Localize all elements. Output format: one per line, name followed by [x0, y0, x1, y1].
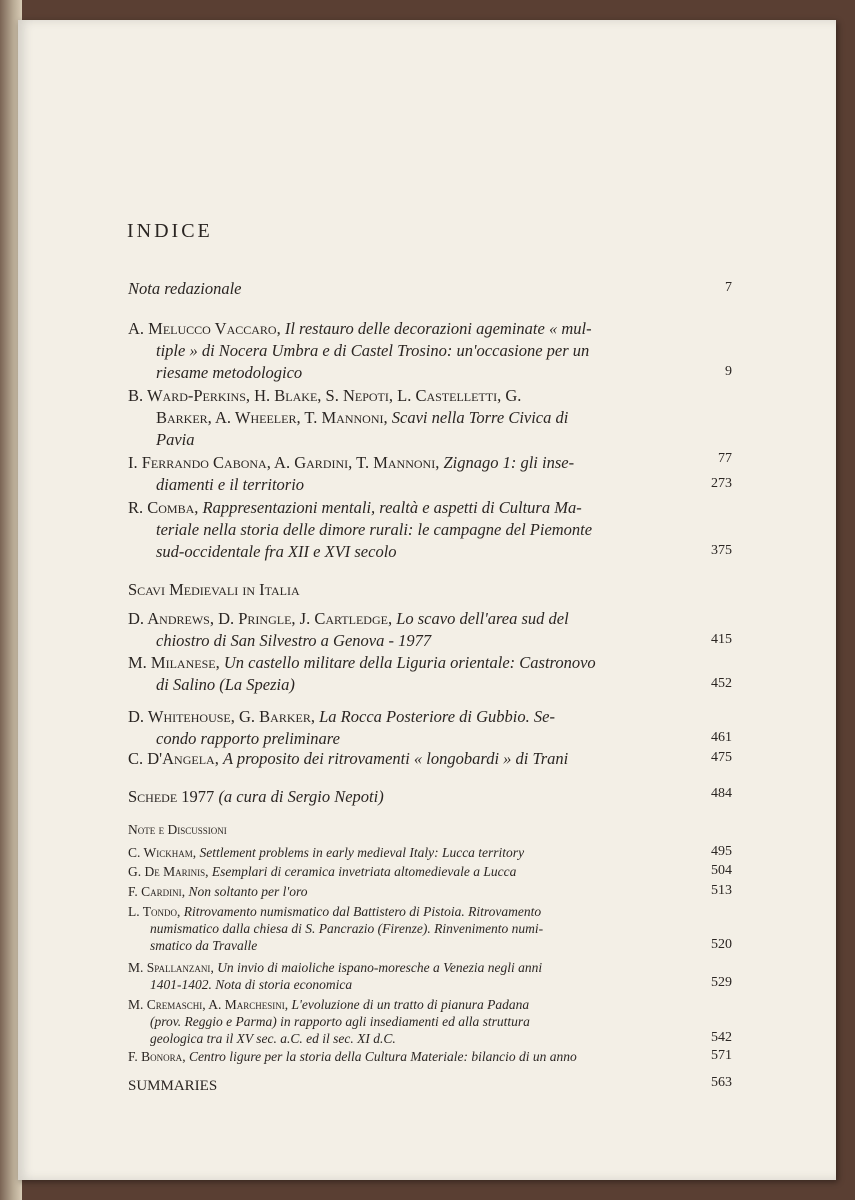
entry-title-line: Centro ligure per la storia della Cultura Materiale: bilancio di un anno — [188, 1049, 577, 1064]
entry-title-line: Lo scavo dell'area sud del — [396, 609, 569, 628]
page-number: 273 — [711, 476, 732, 491]
entry-title-line: 1401-1402. Nota di storia economica — [150, 977, 353, 992]
entry-title-line: (prov. Reggio e Parma) in rapporto agli insediamenti ed alla struttura — [150, 1014, 530, 1029]
entry-authors: C. D'Angela — [128, 749, 215, 768]
entry-title-line: Pavia — [156, 430, 195, 449]
section-heading-note: Note e Discussioni — [128, 822, 227, 837]
index-page: INDICE Nota redazionale 7 A. Melucco Vaccaro, Il restauro delle decorazioni ageminate « mul- tiple » di Nocera Umbra e di Castel Trosino: un'occasione per un riesame metodologico 9 B. Ward-Perkins, H. Blake, S. Nepoti, L. Castelletti, G. Barker, A. Wheeler, T. Mannoni, Scavi nella Torre Civica di Pavia 77 I. Ferrando Cabona, A. Gardini, T. Mannoni, Zignago 1: gli inse- diamenti e il territorio 273 R. Comba, Rappresentazioni mentali, realtà e aspetti di Cultura Ma- teriale nella storia delle dimore rurali: le campagne del Piemonte sud-occidentale fra XII e XVI secolo 375 Scavi Medievali in Italia D. Andrews, D. Pringle, J. Cartledge, Lo scavo dell'area sud del chiostro di San Silvestro a Genova - 1977 415 M. Milanese, Un castello militare della Liguria orientale: Castronovo di Salino (La Spezia) 452 D. Whitehouse, G. Barker, La Rocca Posteriore di Gubbio. Se- condo rapporto preliminare 461 C. D'Angela, A proposito dei ritrovamenti « longobardi » di Trani 475 Schede 1977 (a cura di Sergio Nepoti) 484 Note e Discussioni C. Wickham, Settlement problems in early medieval Italy: Lucca territory 495 G. De Marinis, Esemplari di ceramica invetriata altomedievale a Lucca 504 F. Cardini, Non soltanto per l'oro 513 L. Tondo, Ritrovamento numismatico dal Battistero di Pistoia. Ritrovamento numismatico dalla chiesa di S. Pancrazio (Firenze). Rinvenimento numi- smatico da Travalle 520 M. Spallanzani, Un invio di maioliche ispano-moresche a Venezia negli anni 1401-1402. Nota di storia economica 529 M. Cremaschi, A. Marchesini, L'evoluzione di un tratto di pianura Padana (prov. Reggio e Parma) in rapporto agli insediamenti ed alla struttura geologica tra il XV sec. a.C. ed il sec. XI d.C. 542 F. Bonora, Centro ligure per la storia della Cultura Materiale: bilancio di un anno 571 SUMMARIES 563 — [18, 20, 836, 1180]
section-heading-scavi: Scavi Medievali in Italia — [128, 580, 300, 599]
entry-authors: M. Milanese — [128, 653, 216, 672]
entry-title-line: A proposito dei ritrovamenti « longobardi » di Trani — [222, 749, 569, 768]
page-number: 513 — [711, 883, 732, 898]
entry-title-line: teriale nella storia delle dimore rurali: le campagne del Piemonte — [156, 520, 593, 539]
entry-title-line: Non soltanto per l'oro — [188, 884, 308, 899]
page-number: 415 — [711, 632, 732, 647]
entry-title-line: tiple » di Nocera Umbra e di Castel Trosino: un'occasione per un — [156, 341, 590, 360]
entry-title-line: geologica tra il XV sec. a.C. ed il sec. XI d.C. — [150, 1031, 396, 1046]
entry-title-line: di Salino (La Spezia) — [156, 675, 295, 694]
page-number: 77 — [718, 451, 732, 466]
entry-authors: G. De Marinis — [128, 864, 206, 879]
entry-authors: M. Cremaschi, A. Marchesini — [128, 997, 285, 1012]
page-number: 563 — [711, 1075, 732, 1090]
page-number: 529 — [711, 975, 732, 990]
page-number: 520 — [711, 937, 732, 952]
entry-title: Nota redazionale — [128, 279, 242, 298]
entry-title-line: Un castello militare della Liguria orientale: Castronovo — [223, 653, 596, 672]
page-number: 452 — [711, 676, 732, 691]
entry-authors: F. Cardini — [128, 884, 182, 899]
page-number: 542 — [711, 1030, 732, 1045]
entry-authors: D. Whitehouse, G. Barker — [128, 707, 311, 726]
entry-title-line: diamenti e il territorio — [156, 475, 305, 494]
entry-authors: F. Bonora — [128, 1049, 183, 1064]
page-number: 504 — [711, 863, 732, 878]
page-number: 9 — [725, 364, 732, 379]
page-number: 484 — [711, 786, 732, 801]
entry-title-line: Il restauro delle decorazioni ageminate « mul- — [284, 319, 592, 338]
entry-authors: A. Melucco Vaccaro — [128, 319, 277, 338]
page-title: INDICE — [127, 220, 213, 242]
entry-label: SUMMARIES — [128, 1078, 218, 1094]
entry-authors: M. Spallanzani — [128, 960, 211, 975]
page-number: 571 — [711, 1048, 732, 1063]
entry-title-line: Rappresentazioni mentali, realtà e aspetti di Cultura Ma- — [202, 498, 582, 517]
entry-title-line: condo rapporto preliminare — [156, 729, 340, 748]
entry-title-line: L'evoluzione di un tratto di pianura Padana — [291, 997, 530, 1012]
page-number: 461 — [711, 730, 732, 745]
page-number: 475 — [711, 750, 732, 765]
entry-authors: C. Wickham — [128, 845, 193, 860]
entry-title-line: La Rocca Posteriore di Gubbio. Se- — [319, 707, 555, 726]
entry-authors: R. Comba — [128, 498, 195, 517]
entry-note: (a cura di Sergio Nepoti) — [218, 787, 384, 806]
entry-label: Schede 1977 — [128, 787, 215, 806]
entry-authors: D. Andrews, D. Pringle, J. Cartledge — [128, 609, 388, 628]
entry-title-line: riesame metodologico — [156, 363, 303, 382]
page-number: 495 — [711, 844, 732, 859]
entry-authors: L. Tondo — [128, 904, 177, 919]
entry-title-line: Zignago 1: gli inse- — [443, 453, 575, 472]
entry-title-line: Scavi nella Torre Civica di — [391, 408, 569, 427]
entry-title-line: numismatico dalla chiesa di S. Pancrazio (Firenze). Rinvenimento numi- — [150, 921, 544, 936]
entry-title-line: smatico da Travalle — [150, 938, 258, 953]
entry-authors-line: B. Ward-Perkins, H. Blake, S. Nepoti, L. Castelletti, G. — [128, 386, 522, 405]
entry-authors-line: Barker, A. Wheeler, T. Mannoni, — [156, 408, 388, 427]
page-number: 7 — [725, 280, 732, 295]
entry-title-line: Ritrovamento numismatico dal Battistero di Pistoia. Ritrovamento — [183, 904, 542, 919]
page-number: 375 — [711, 543, 732, 558]
entry-title-line: chiostro di San Silvestro a Genova - 1977 — [156, 631, 432, 650]
entry-title-line: sud-occidentale fra XII e XVI secolo — [156, 542, 397, 561]
entry-title-line: Esemplari di ceramica invetriata altomedievale a Lucca — [211, 864, 517, 879]
entry-authors: I. Ferrando Cabona, A. Gardini, T. Mannoni — [128, 453, 436, 472]
entry-title-line: Settlement problems in early medieval Italy: Lucca territory — [199, 845, 525, 860]
entry-title-line: Un invio di maioliche ispano-moresche a Venezia negli anni — [217, 960, 543, 975]
